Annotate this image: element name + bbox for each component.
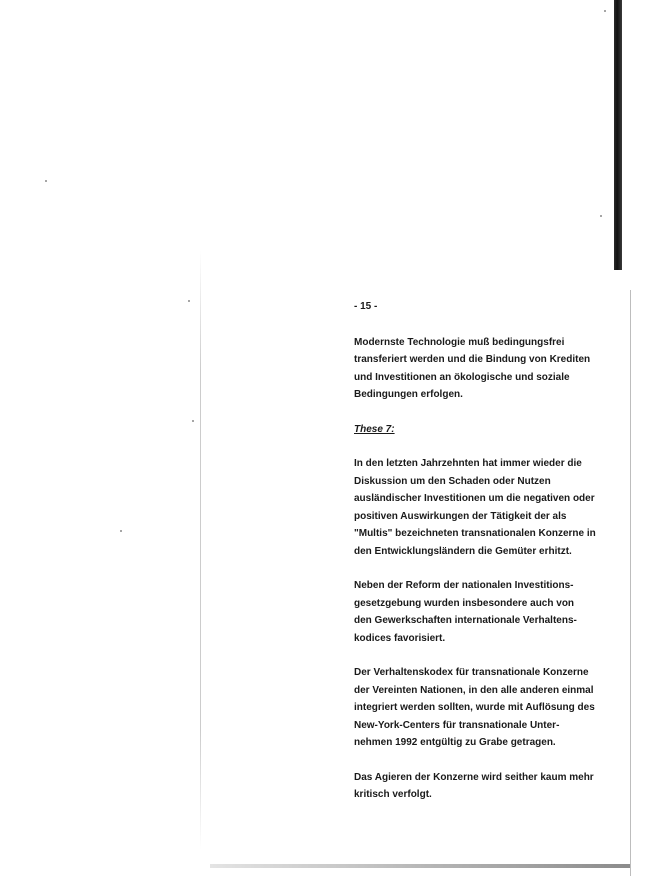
section-heading: These 7:	[354, 423, 395, 435]
scan-speck	[192, 420, 194, 422]
paragraph-1: In den letzten Jahrzehnten hat immer wieder die Diskussion um den Schaden oder Nutzen ausländischer Investitionen um die negativen oder positiven Auswirkungen der Tätigkeit der als "Multis" bezeichneten transnationalen Konzerne in den Entwicklungsländern die Gemüter erhitzt.	[354, 458, 596, 557]
scan-bottom-edge	[210, 864, 630, 868]
paragraph-2: Neben der Reform der nationalen Investitions- gesetzgebung wurden insbesondere auch von den Gewerkschaften internationale Verhaltens- kodices favorisiert.	[354, 580, 577, 644]
paragraph-4: Das Agieren der Konzerne wird seither kaum mehr kritisch verfolgt.	[354, 771, 594, 800]
scan-edge-shadow	[614, 0, 622, 270]
page-number: - 15 -	[354, 301, 378, 312]
scan-speck	[600, 215, 602, 217]
scan-fold-line	[200, 250, 201, 850]
scan-speck	[120, 530, 122, 532]
scan-speck	[45, 180, 47, 182]
paragraph-3: Der Verhaltenskodex für transnationale Konzerne der Vereinten Nationen, in den alle anderen einmal integriert werden sollten, wurde mit Auflösung des New-York-Centers für transnationale Unter- nehmen 1992 entgültig zu Grabe getragen.	[354, 667, 595, 748]
scan-speck	[188, 300, 190, 302]
document-body	[354, 298, 624, 821]
scan-page-edge	[630, 290, 631, 876]
intro-paragraph: Modernste Technologie muß bedingungsfrei transferiert werden und die Bindung von Krediten und Investitionen an ökologische und soziale Bedingungen erfolgen.	[354, 336, 591, 400]
scan-speck	[604, 10, 606, 12]
